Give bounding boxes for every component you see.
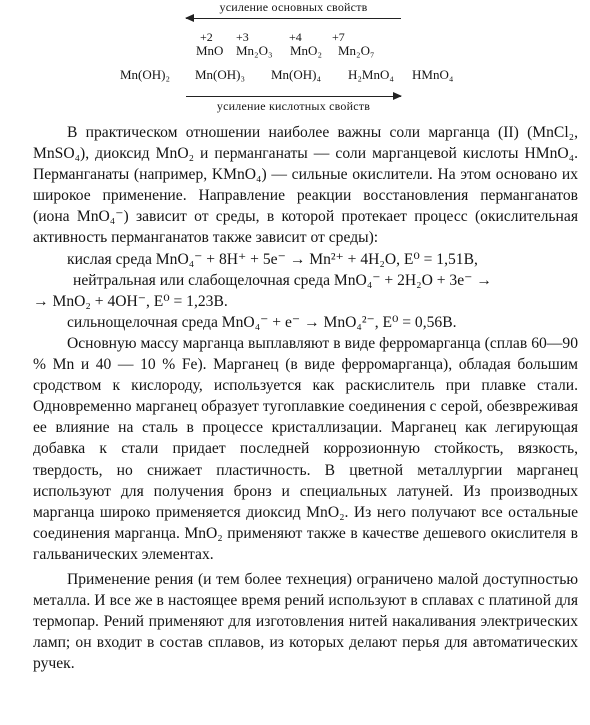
oxide-formula: Mn₂O₇ [338,43,375,58]
manganese-scheme [0,0,590,118]
hydroxide-formula: H₂MnO₄ [348,67,394,82]
caption-basic-properties: усиление основных свойств [219,0,368,14]
oxidation-states-row [0,30,590,44]
oxidation-state: +3 [236,30,249,44]
right-arrow [186,96,401,97]
oxide-formula: Mn₂O₃ [236,43,273,58]
left-arrow [186,18,401,19]
body-text [33,122,578,674]
hydroxide-formula: Mn(OH)₂ [120,67,171,82]
hydroxide-formula: Mn(OH)₃ [195,67,246,82]
oxide-formula: MnO [196,43,224,58]
paragraph-ferromanganese: Основную массу марганца выплавляют в виде ферромарганца (сплав 60—90 % Mn и 40 — 10 % Fe). Марганец (в виде ферромарганца), обладая большим сродством к кислороду, используется как раскислитель при плавке стали. Одновременно марганец образует тугоплавкие соединения с серой, обезвреживая ее влияние на сталь в процессе кристаллизации. Марганец как легирующая добавка к стали придает последней коррозионную стойкость, вязкость, твердость, но снижает пластичность. В цветной металлургии марганец используют для получения бронз и специальных латуней. Из производных марганца широко применяется диоксид MnO₂. Из него получают все остальные соединения марганца. MnO₂ применяют также в качестве дешевого окислителя в гальванических элементах. [33,334,578,563]
oxidation-state: +4 [289,30,302,44]
equation-acidic: кислая среда MnO₄⁻ + 8H⁺ + 5e⁻ → Mn²⁺ + 4H₂O, E⁰ = 1,51В, [67,250,478,268]
equation-neutral-line2: → MnO₂ + 4OH⁻, E⁰ = 1,23В. [33,292,228,310]
hydroxide-formula: Mn(OH)₄ [271,67,322,82]
oxide-formula: MnO₂ [290,43,322,58]
hydroxide-formula: HMnO₄ [412,67,454,82]
oxidation-state: +7 [332,30,345,44]
equation-alkaline: сильнощелочная среда MnO₄⁻ + e⁻ → MnO₄²⁻, E⁰ = 0,56В. [67,313,457,331]
oxidation-state: +2 [200,30,213,44]
caption-acidic-properties: усиление кислотных свойств [216,99,371,113]
hydroxides-row [0,67,590,83]
equation-neutral-line1: нейтральная или слабощелочная среда MnO₄⁻ + 2H₂O + 3e⁻ → [73,271,492,289]
paragraph-permanganates: В практическом отношении наиболее важны соли марганца (II) (MnCl₂, MnSO₄), диоксид MnO₂ и перманганаты — соли марганцевой кислоты HMnO₄. Перманганаты (например, KMnO₄) — сильные окислители. На этом основано их широкое применение. Направление реакции восстановления перманганатов (иона MnO₄⁻) зависит от среды, в которой протекает процесс (окислительная активность перманганатов также зависит от среды): [33,124,578,247]
oxides-row [0,43,590,59]
paragraph-rhenium: Применение рения (и тем более технеция) ограничено малой доступностью металла. И все же в настоящее время рений используют в сплавах с платиной для термопар. Рений применяют для изготовления нитей накаливания электрических ламп; он входит в состав сплавов, из которых делают перья для автоматических ручек. [33,570,578,673]
